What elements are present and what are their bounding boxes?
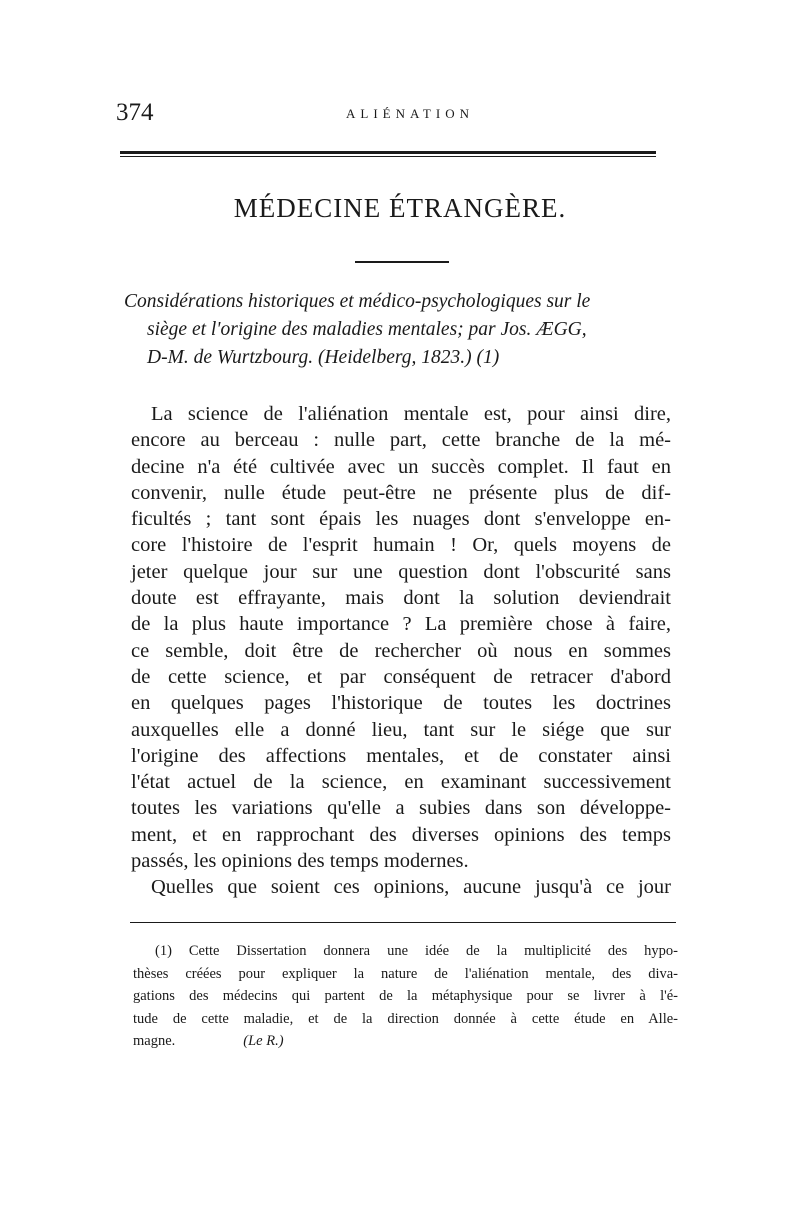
- footnote: [133, 940, 678, 1053]
- header-rule-thick: [120, 151, 656, 154]
- page-number: 374: [116, 99, 154, 126]
- body-line: core l'histoire de l'esprit humain ! Or, quels moyens de: [131, 534, 671, 557]
- footnote-last-word: magne.: [133, 1033, 176, 1049]
- body-line: decine n'a été cultivée avec un succès complet. Il faut en: [131, 455, 671, 478]
- body-line: l'état actuel de la science, en examinant successivement: [131, 771, 671, 794]
- footnote-line: gations des médecins qui partent de la métaphysique pour se livrer à l'é-: [133, 988, 678, 1004]
- body-line: de cette science, et par conséquent de retracer d'abord: [131, 665, 671, 688]
- title-rule: [355, 261, 449, 263]
- footnote-signature: (Le R.): [243, 1033, 284, 1049]
- body-line: passés, les opinions des temps modernes.: [131, 850, 469, 873]
- footnote-line: thèses créées pour expliquer la nature de l'aliénation mentale, des diva-: [133, 965, 678, 982]
- body-line: ficultés ; tant sont épais les nuages dont s'enveloppe en-: [131, 508, 671, 531]
- footnote-line: [133, 1030, 678, 1053]
- article-citation: [124, 288, 684, 372]
- citation-line: D-M. de Wurtzbourg. (Heidelberg, 1823.) (1): [147, 347, 500, 368]
- body-line: doute est effrayante, mais dont la solution deviendrait: [131, 587, 671, 610]
- body-line: en quelques pages l'historique de toutes les doctrines: [131, 692, 671, 715]
- body-line: l'origine des affections mentales, et de constater ainsi: [131, 744, 671, 767]
- body-line: jeter quelque jour sur une question dont l'obscurité sans: [131, 560, 671, 583]
- body-line: ment, et en rapprochant des diverses opinions des temps: [131, 823, 671, 846]
- header-rule-thin: [120, 156, 656, 157]
- footnote-line: tude de cette maladie, et de la direction donnée à cette étude en Alle-: [133, 1010, 678, 1027]
- citation-line: siège et l'origine des maladies mentales; par Jos. ÆGG,: [147, 319, 587, 340]
- running-head: ALIÉNATION: [346, 106, 474, 121]
- body-line: encore au berceau : nulle part, cette branche de la mé-: [131, 429, 671, 452]
- body-line: auxquelles elle a donné lieu, tant sur le siége que sur: [131, 718, 671, 741]
- body-line: Quelles que soient ces opinions, aucune jusqu'à ce jour: [151, 876, 671, 899]
- body-line: de la plus haute importance ? La première chose à faire,: [131, 613, 671, 636]
- footnote-rule: [130, 922, 676, 923]
- body-line: La science de l'aliénation mentale est, pour ainsi dire,: [151, 403, 671, 425]
- body-text: [131, 401, 671, 901]
- body-line: toutes les variations qu'elle a subies dans son développe-: [131, 797, 671, 820]
- citation-line: Considérations historiques et médico-psychologiques sur le: [124, 291, 591, 312]
- body-line: ce semble, doit être de rechercher où nous en sommes: [131, 639, 671, 662]
- section-title: MÉDECINE ÉTRANGÈRE.: [233, 193, 567, 223]
- body-line: convenir, nulle étude peut-être ne présente plus de dif-: [131, 481, 671, 504]
- footnote-line: (1) Cette Dissertation donnera une idée de la multiplicité des hypo-: [155, 943, 678, 959]
